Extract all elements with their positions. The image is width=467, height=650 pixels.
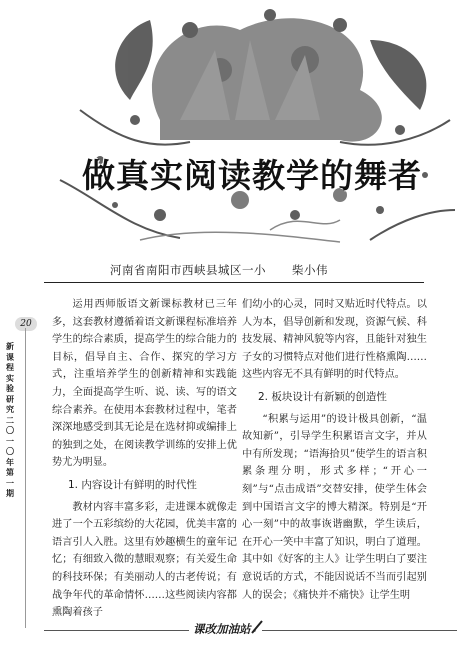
- author-affiliation: 河南省南阳市西峡县城区一小: [110, 263, 266, 277]
- footer-rule-left: [44, 630, 189, 631]
- footer-column-label: 课改加油站: [193, 622, 251, 636]
- page-number: 20: [15, 317, 37, 331]
- author-name: 柴小伟: [292, 263, 328, 277]
- splash-decoration: [40, 0, 460, 248]
- section-heading: 2. 板块设计有新颖的创造性: [258, 390, 387, 403]
- body-paragraph: 们幼小的心灵，同时又贴近时代特点。以人为本，倡导创新和发现，资源气候、科技发展、精神风貌等内容，且能针对独生子女的习惯特点对他们进行性格熏陶……这些内容无不具有鲜明的时代特点。: [242, 299, 427, 381]
- header-rule: [44, 282, 424, 283]
- body-paragraph: 运用西师版语文新课标教材已三年多，这套教材遵循着语文新课程标准培养学生的综合素质，提高学生的综合能力的目标，倡导自主、合作、探究的学习方式，注重培养学生的创新精神和实践能力，全面提高学生听、说、读、写的语文综合素养。在使用本套教材过程中，笔者深深地感受到其无论是在选材抑或编排上的独到之处，在阅读教学训练的安排上优势尤为明显。: [52, 299, 237, 469]
- pen-icon: [250, 619, 264, 635]
- right-column: [242, 296, 427, 604]
- title-banner-art: [40, 0, 460, 248]
- body-paragraph: “积累与运用”的设计极具创新，“温故知新”，引导学生积累语言文字，并从中有所发现；“语海拾贝”使学生的语言积累条理分明，形式多样；“开心一刻”与“点击成语”交替安排，使学生体会到中国语言文字的博大精深。特别是“开心一刻”中的故事诙谐幽默，学生读后，在开心一笑中丰富了知识，明白了道理。其中如《好客的主人》让学生明白了要注意说话的方式，不能因说话不当而引起别人的误会；《痛快并不痛快》让学生明: [242, 413, 427, 601]
- byline: [110, 262, 328, 278]
- journal-side-label: 新课程实验研究二〇一〇年第一期: [6, 342, 14, 498]
- article-title: 做真实阅读教学的舞者: [82, 156, 422, 195]
- left-column: [52, 296, 237, 622]
- body-paragraph: 教材内容丰富多彩，走进课本就像走进了一个五彩缤纷的大花园，优美丰富的语言引人入胜。这里有妙趣横生的童年记忆；有细致入微的慧眼观察；有关爱生命的科技环保；有美丽动人的古老传说；有战争年代的革命情怀……这些阅读内容都熏陶着孩子: [52, 501, 237, 619]
- section-heading: 1. 内容设计有鲜明的时代性: [68, 478, 197, 491]
- footer-rule-right: [262, 630, 457, 631]
- margin-rule: [25, 328, 26, 628]
